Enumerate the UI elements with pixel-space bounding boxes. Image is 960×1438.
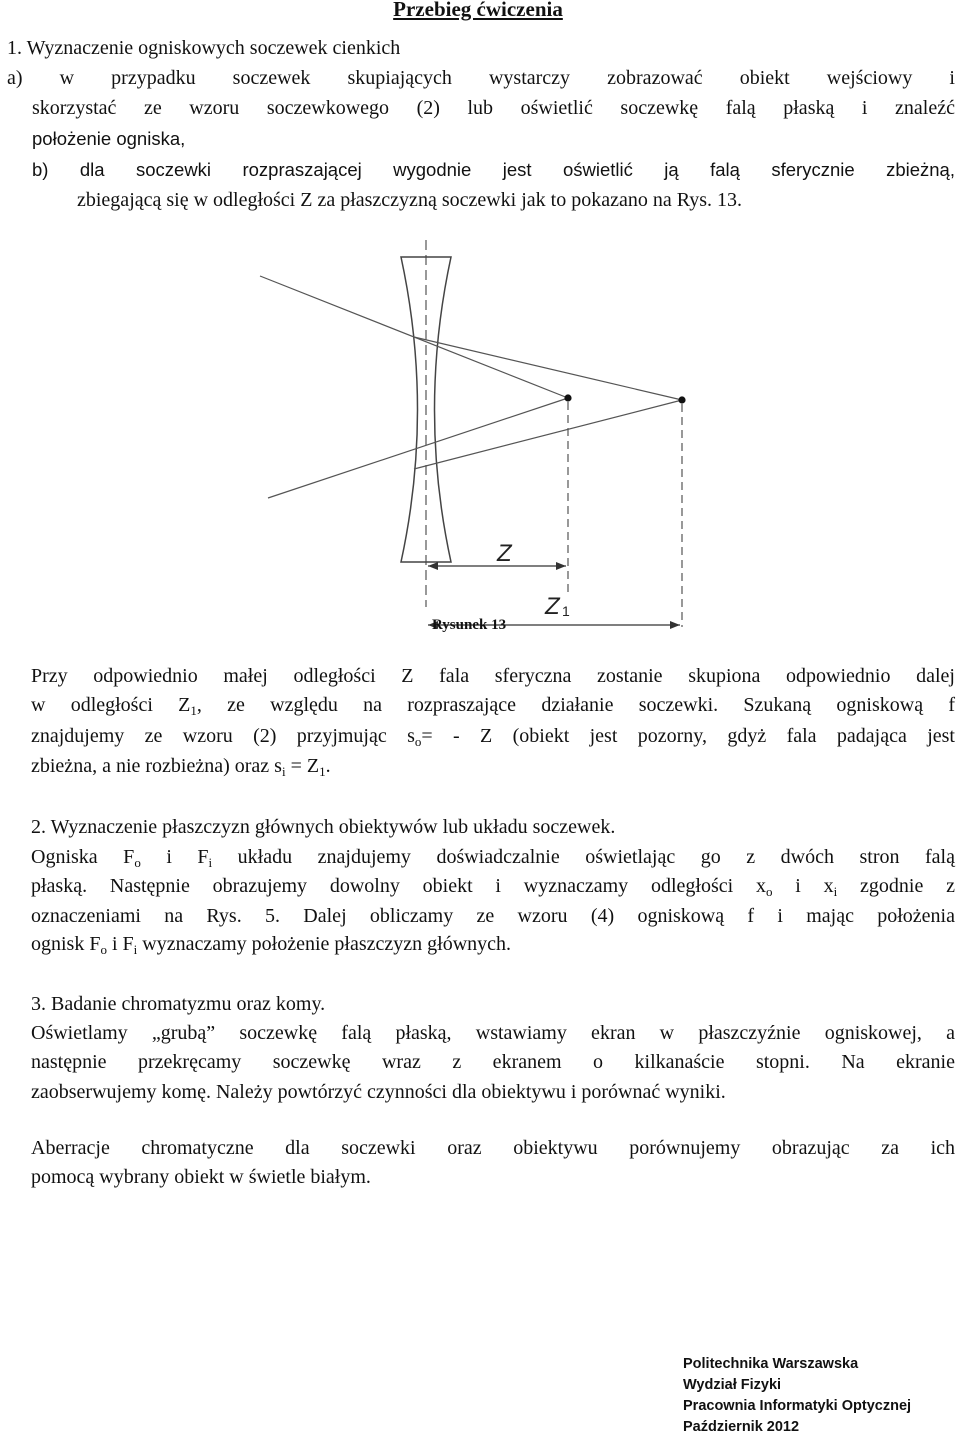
paragraph-line4: zbieżna, a nie rozbieżna) oraz $s_i = Z_1$. <box>31 755 331 779</box>
focus-point-z <box>564 394 571 401</box>
arrow-head-right-z1 <box>670 621 680 629</box>
section2-line4: ognisk $F_o$ i $F_i$ wyznaczamy położenie płaszczyzn głównych. <box>31 933 512 957</box>
footer-date: Październik 2012 <box>683 1419 800 1435</box>
section2-heading: 2. Wyznaczenie płaszczyzn głównych obiektywów lub układu soczewek. <box>31 816 616 838</box>
section1-a-line2: skorzystać ze wzoru soczewkowego (2) lub oświetlić soczewkę falą płaską i znaleźć <box>32 97 955 119</box>
label-z: Z <box>497 540 512 567</box>
section1-b-line1: b) dla soczewki rozpraszającej wygodnie jest oświetlić ją falą sferycznie zbieżną, <box>32 159 955 180</box>
section2-line2: płaską. Następnie obrazujemy dowolny obiekt i wyznaczamy odległości $x_o$ i $x_i$ zgodnie z <box>31 875 956 899</box>
label-z1-letter: Z <box>545 593 560 620</box>
section2-line3: oznaczeniami na Rys. 5. Dalej obliczamy ze wzoru (4) ogniskową f i mając położenia <box>31 905 955 927</box>
footer-block <box>683 1354 911 1438</box>
section2-line1: Ogniska $F_o$ i $F_i$ układu znajdujemy doświadczalnie oświetlając go z dwóch stron falą <box>31 846 955 870</box>
section3-line5: pomocą wybrany obiekt w świetle białym. <box>31 1166 371 1188</box>
label-z1-subscript: 1 <box>562 603 570 619</box>
arrow-head-left-z <box>428 562 438 570</box>
figure-diverging-lens <box>0 232 960 642</box>
section3-heading: 3. Badanie chromatyzmu oraz komy. <box>31 993 326 1015</box>
page-title: Przebieg ćwiczenia <box>393 0 563 21</box>
focus-point-z1 <box>678 396 685 403</box>
section1-a-line3: położenie ogniska, <box>32 128 186 149</box>
footer-lab: Pracownia Informatyki Optycznej <box>683 1398 912 1414</box>
paragraph-line3: znajdujemy ze wzoru (2) przyjmując $s_o= - Z$ (obiekt jest pozorny, gdyż fala padająca jest <box>31 725 955 749</box>
paragraph-line2: w odległości $Z_1$, ze względu na rozpraszające działanie soczewki. Szukaną ogniskową f <box>31 694 955 718</box>
section3-line4: Aberracje chromatyczne dla soczewki oraz obiektywu porównujemy obrazując za ich <box>31 1137 955 1159</box>
paragraph-line1: Przy odpowiednio małej odległości Z fala sferyczna zostanie skupiona odpowiednio dalej <box>31 665 955 687</box>
section1-b-line2: zbiegającą się w odległości Z za płaszczyzną soczewki jak to pokazano na Rys. 13. <box>77 189 743 211</box>
section1-heading: 1. Wyznaczenie ogniskowych soczewek cienkich <box>7 37 401 59</box>
refracted-ray-bottom <box>414 400 682 469</box>
arrow-head-right-z <box>556 562 566 570</box>
section3-line3: zaobserwujemy komę. Należy powtórzyć czynności dla obiektywu i porównać wyniki. <box>31 1081 726 1103</box>
section3-line2: następnie przekręcamy soczewkę wraz z ekranem o kilkanaście stopni. Na ekranie <box>31 1051 955 1073</box>
figure-caption: Rysunek 13 <box>432 617 507 633</box>
footer-university: Politechnika Warszawska <box>683 1356 859 1372</box>
footer-faculty: Wydział Fizyki <box>683 1377 782 1393</box>
section3-line1: Oświetlamy „grubą” soczewkę falą płaską, wstawiamy ekran w płaszczyźnie ogniskowej, a <box>31 1022 955 1044</box>
section1-a-line1: a) w przypadku soczewek skupiających wystarczy zobrazować obiekt wejściowy i <box>7 67 955 89</box>
